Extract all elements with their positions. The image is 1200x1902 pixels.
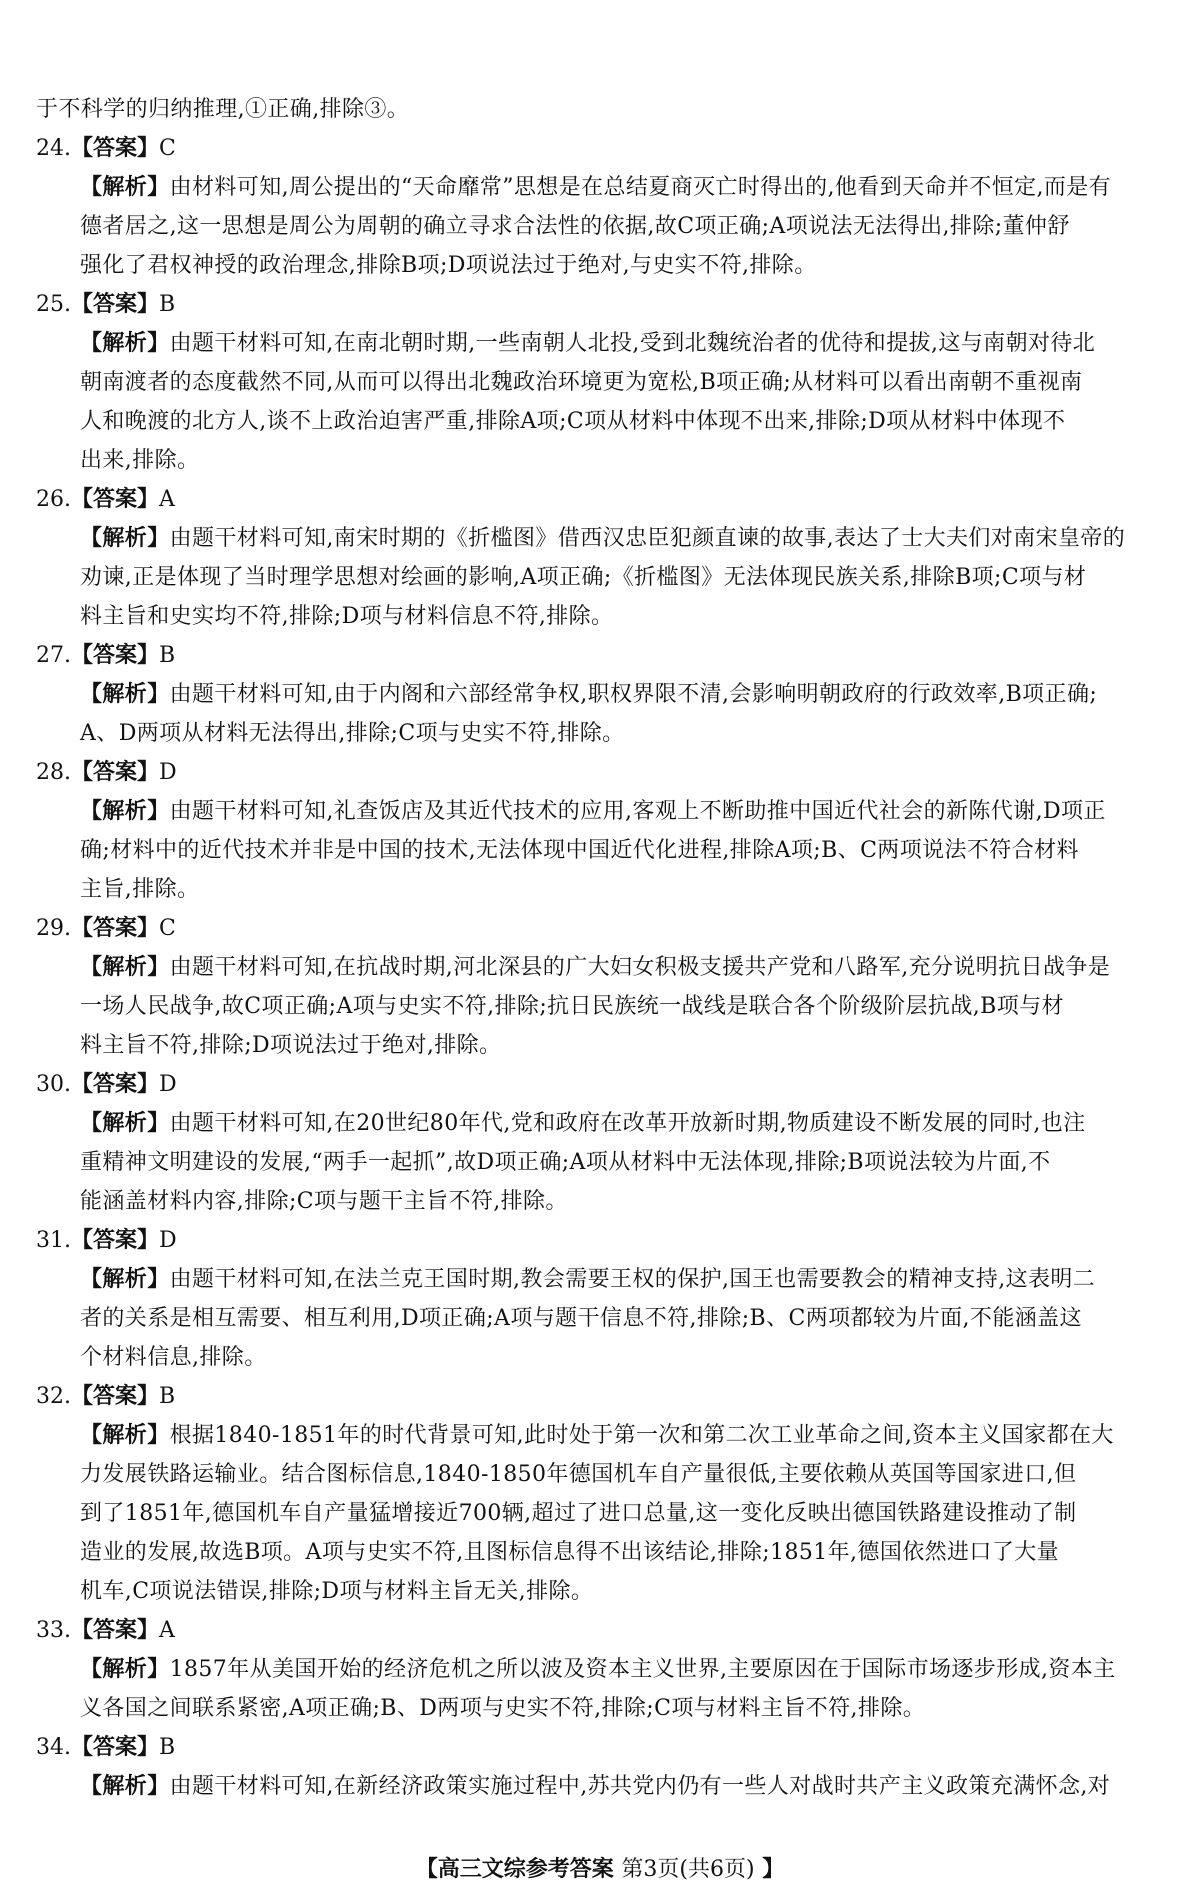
analysis-text: 造业的发展,故选B项。A项与史实不符,且图标信息得不出该结论,排除;1851年,德国依然进口了大量: [80, 1540, 1060, 1565]
analysis-text: 一场人民战争,故C项正确;A项与史实不符,排除;抗日民族统一战线是联合各个阶级阶层抗战,B项与材: [80, 994, 1064, 1019]
page-footer: [0, 1852, 1200, 1883]
answer-choice: D: [159, 760, 177, 785]
analysis-text: 到了1851年,德国机车自产量猛增接近700辆,超过了进口总量,这一变化反映出德国铁路建设推动了制: [80, 1501, 1077, 1526]
analysis-text: 劝谏,正是体现了当时理学思想对绘画的影响,A项正确;《折槛图》无法体现民族关系,排除B项;C项与材: [80, 565, 1087, 590]
analysis-line: [36, 835, 1166, 874]
answer-label: 【答案】: [71, 760, 160, 785]
analysis-line: [36, 1771, 1166, 1810]
analysis-label: 【解析】: [80, 1267, 170, 1292]
question-number: 34.: [36, 1735, 71, 1760]
answer-choice: B: [159, 292, 176, 317]
answer-label: 【答案】: [71, 916, 160, 941]
analysis-line: [36, 1147, 1166, 1186]
analysis-text: 能涵盖材料内容,排除;C项与题干主旨不符,排除。: [80, 1189, 568, 1214]
question-number: 26.: [36, 487, 71, 512]
footer-page-number: 第3页(共6页): [621, 1857, 755, 1882]
question-answer-line: [36, 133, 1166, 172]
analysis-line: [36, 523, 1166, 562]
question-answer-line: [36, 1732, 1166, 1771]
question-number: 29.: [36, 916, 71, 941]
analysis-text: 个材料信息,排除。: [80, 1345, 267, 1370]
analysis-line: [36, 1498, 1166, 1537]
analysis-line: [36, 211, 1166, 250]
analysis-line: [36, 172, 1166, 211]
analysis-text: 者的关系是相互需要、相互利用,D项正确;A项与题干信息不符,排除;B、C两项都较为片面,不能涵盖这: [80, 1306, 1082, 1331]
footer-title: 【高三文综参考答案: [415, 1857, 614, 1882]
answer-label: 【答案】: [71, 1072, 160, 1097]
question-answer-line: [36, 1381, 1166, 1420]
answer-label: 【答案】: [71, 487, 160, 512]
answer-choice: C: [159, 916, 176, 941]
question-number: 24.: [36, 136, 71, 161]
analysis-text: 朝南渡者的态度截然不同,从而可以得出北魏政治环境更为宽松,B项正确;从材料可以看出南朝不重视南: [80, 370, 1083, 395]
analysis-label: 【解析】: [80, 331, 170, 356]
analysis-text: 由题干材料可知,在抗战时期,河北深县的广大妇女积极支援共产党和八路军,充分说明抗日战争是: [169, 955, 1111, 980]
analysis-line: [36, 1693, 1166, 1732]
analysis-label: 【解析】: [80, 955, 170, 980]
answer-choice: A: [159, 1618, 175, 1643]
analysis-line: [36, 406, 1166, 445]
analysis-text: 力发展铁路运输业。结合图标信息,1840-1850年德国机车自产量很低,主要依赖从英国等国家进口,但: [80, 1462, 1077, 1487]
question-number: 25.: [36, 292, 71, 317]
analysis-line: [36, 874, 1166, 913]
answer-label: 【答案】: [71, 643, 160, 668]
analysis-text: 由材料可知,周公提出的“天命靡常”思想是在总结夏商灭亡时得出的,他看到天命并不恒定,而是有: [169, 175, 1112, 200]
analysis-text: 机车,C项说法错误,排除;D项与材料主旨无关,排除。: [80, 1579, 594, 1604]
analysis-line: [36, 1342, 1166, 1381]
answer-label: 【答案】: [71, 292, 160, 317]
analysis-line: [36, 718, 1166, 757]
footer-bracket: 】: [762, 1857, 785, 1882]
analysis-line: [36, 562, 1166, 601]
analysis-line: [36, 445, 1166, 484]
answer-label: 【答案】: [71, 1228, 160, 1253]
answer-label: 【答案】: [71, 1618, 160, 1643]
question-number: 30.: [36, 1072, 71, 1097]
answer-label: 【答案】: [71, 136, 160, 161]
question-number: 28.: [36, 760, 71, 785]
analysis-text: 由题干材料可知,在新经济政策实施过程中,苏共党内仍有一些人对战时共产主义政策充满怀念,对: [169, 1774, 1111, 1799]
analysis-text: 料主旨和史实均不符,排除;D项与材料信息不符,排除。: [80, 604, 614, 629]
analysis-line: [36, 952, 1166, 991]
analysis-text: 由题干材料可知,由于内阁和六部经常争权,职权界限不清,会影响明朝政府的行政效率,B项正确;: [169, 682, 1098, 707]
analysis-text: 重精神文明建设的发展,“两手一起抓”,故D项正确;A项从材料中无法体现,排除;B项说法较为片面,不: [80, 1150, 1051, 1175]
analysis-text: 主旨,排除。: [80, 877, 200, 902]
analysis-label: 【解析】: [80, 1423, 170, 1448]
analysis-line: [36, 601, 1166, 640]
analysis-text: 确;材料中的近代技术并非是中国的技术,无法体现中国近代化进程,排除A项;B、C两项说法不符合材料: [80, 838, 1079, 863]
analysis-label: 【解析】: [80, 1657, 170, 1682]
analysis-label: 【解析】: [80, 682, 170, 707]
answer-key-body: [36, 94, 1166, 1810]
analysis-text: 义各国之间联系紧密,A项正确;B、D两项与史实不符,排除;C项与材料主旨不符,排除。: [80, 1696, 926, 1721]
continued-text-line: 于不科学的归纳推理,①正确,排除③。: [36, 97, 410, 122]
question-answer-line: [36, 484, 1166, 523]
analysis-line: [36, 328, 1166, 367]
question-answer-line: [36, 1225, 1166, 1264]
answer-choice: B: [159, 643, 176, 668]
analysis-line: [36, 1186, 1166, 1225]
analysis-line: [36, 1459, 1166, 1498]
answer-label: 【答案】: [71, 1735, 160, 1760]
answer-choice: B: [159, 1384, 176, 1409]
analysis-line: [36, 1420, 1166, 1459]
analysis-text: 由题干材料可知,在法兰克王国时期,教会需要王权的保护,国王也需要教会的精神支持,这表明二: [169, 1267, 1096, 1292]
analysis-text: A、D两项从材料无法得出,排除;C项与史实不符,排除。: [80, 721, 625, 746]
analysis-text: 人和晚渡的北方人,谈不上政治迫害严重,排除A项;C项从材料中体现不出来,排除;D项从材料中体现不: [80, 409, 1066, 434]
analysis-label: 【解析】: [80, 1774, 170, 1799]
analysis-line: [36, 1537, 1166, 1576]
answer-choice: B: [159, 1735, 176, 1760]
answer-label: 【答案】: [71, 1384, 160, 1409]
analysis-text: 料主旨不符,排除;D项说法过于绝对,排除。: [80, 1033, 502, 1058]
question-answer-line: [36, 1615, 1166, 1654]
analysis-line: [36, 250, 1166, 289]
analysis-line: [36, 1654, 1166, 1693]
analysis-line: [36, 367, 1166, 406]
analysis-label: 【解析】: [80, 526, 170, 551]
analysis-text: 由题干材料可知,南宋时期的《折槛图》借西汉忠臣犯颜直谏的故事,表达了士大夫们对南宋皇帝的: [169, 526, 1126, 551]
question-answer-line: [36, 1069, 1166, 1108]
answer-choice: A: [159, 487, 175, 512]
answer-choice: D: [159, 1072, 177, 1097]
analysis-line: [36, 991, 1166, 1030]
question-number: 31.: [36, 1228, 71, 1253]
question-answer-line: [36, 913, 1166, 952]
analysis-line: [36, 1030, 1166, 1069]
analysis-line: [36, 1264, 1166, 1303]
analysis-text: 根据1840-1851年的时代背景可知,此时处于第一次和第二次工业革命之间,资本主义国家都在大: [169, 1423, 1114, 1448]
analysis-line: [36, 796, 1166, 835]
analysis-text: 1857年从美国开始的经济危机之所以波及资本主义世界,主要原因在于国际市场逐步形成,资本主: [169, 1657, 1116, 1682]
question-number: 27.: [36, 643, 71, 668]
analysis-text: 强化了君权神授的政治理念,排除B项;D项说法过于绝对,与史实不符,排除。: [80, 253, 817, 278]
analysis-text: 由题干材料可知,礼查饭店及其近代技术的应用,客观上不断助推中国近代社会的新陈代谢,D项正: [169, 799, 1106, 824]
analysis-text: 由题干材料可知,在南北朝时期,一些南朝人北投,受到北魏统治者的优待和提拔,这与南朝对待北: [169, 331, 1096, 356]
question-number: 32.: [36, 1384, 71, 1409]
analysis-line: [36, 1303, 1166, 1342]
question-number: 33.: [36, 1618, 71, 1643]
question-answer-line: [36, 289, 1166, 328]
analysis-text: 由题干材料可知,在20世纪80年代,党和政府在改革开放新时期,物质建设不断发展的同时,也注: [169, 1111, 1086, 1136]
analysis-label: 【解析】: [80, 1111, 170, 1136]
analysis-line: [36, 1576, 1166, 1615]
question-answer-line: [36, 757, 1166, 796]
analysis-label: 【解析】: [80, 175, 170, 200]
question-answer-line: [36, 640, 1166, 679]
answer-choice: C: [159, 136, 176, 161]
analysis-text: 德者居之,这一思想是周公为周朝的确立寻求合法性的依据,故C项正确;A项说法无法得出,排除;董仲舒: [80, 214, 1070, 239]
answer-choice: D: [159, 1228, 177, 1253]
analysis-line: [36, 1108, 1166, 1147]
analysis-text: 出来,排除。: [80, 448, 200, 473]
analysis-label: 【解析】: [80, 799, 170, 824]
analysis-line: [36, 679, 1166, 718]
